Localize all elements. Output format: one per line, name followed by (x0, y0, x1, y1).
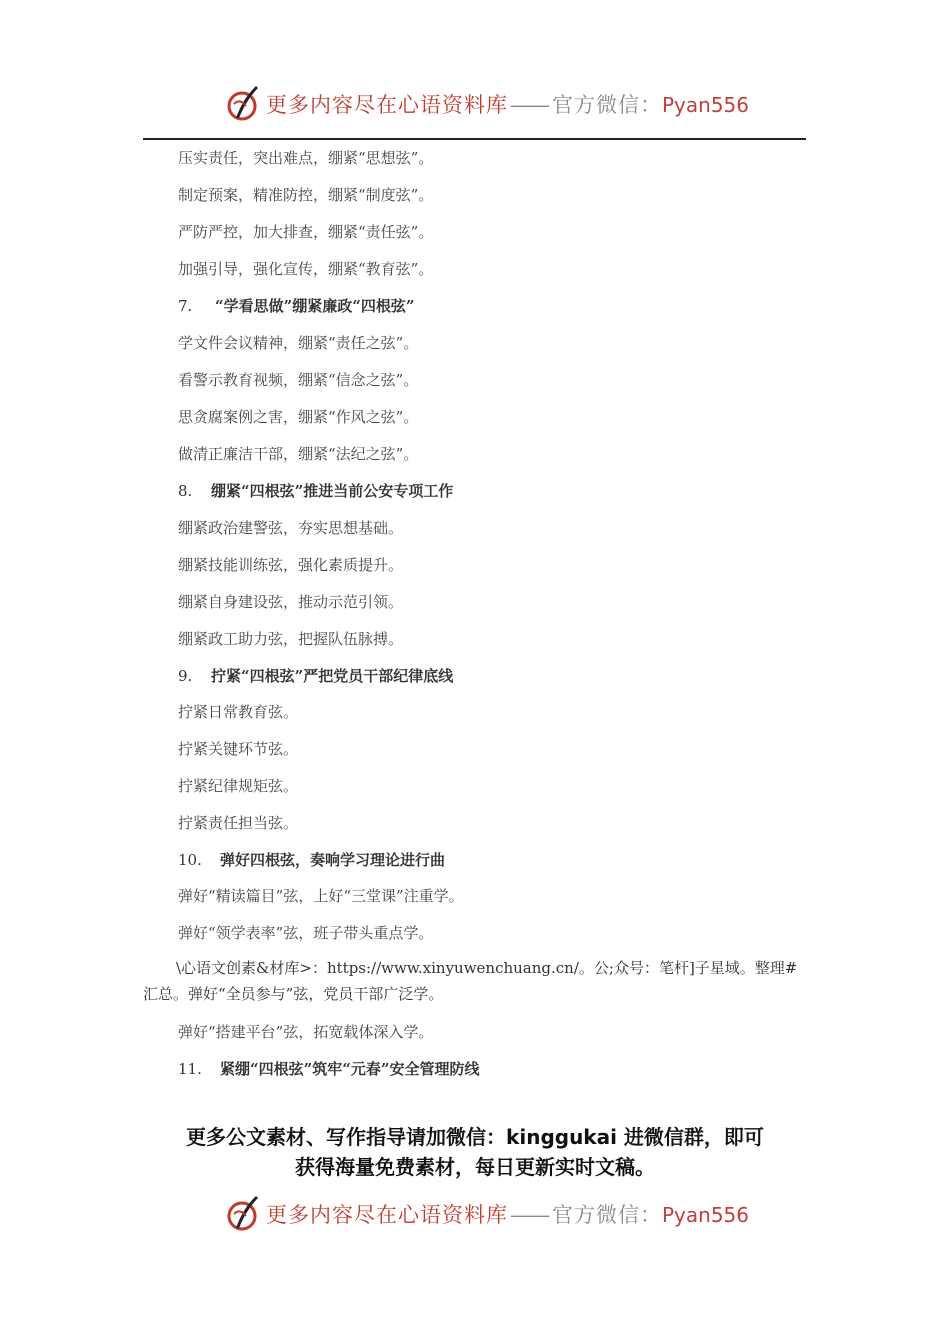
text-line: 压实责任，突出难点，绷紧“思想弦”。 (178, 149, 434, 167)
paragraph-line-1: \心语文创素&材库>：https://www.xinyuwenchuang.cn/。公;众号：笔杆]子星域。整理# (176, 959, 798, 977)
quill-logo-icon (226, 84, 262, 124)
text-line: 拧紧责任担当弦。 (178, 814, 299, 832)
paragraph-line-2: 汇总。弹好“全员参与”弦，党员干部广泛学。 (143, 985, 444, 1003)
heading-text: 拧紧“四根弦”严把党员干部纪律底线 (211, 667, 454, 685)
text-line: 绷紧自身建设弦，推动示范引领。 (178, 593, 404, 611)
banner-account: Pyan556 (662, 93, 750, 117)
text-line: 绷紧政工助力弦，把握队伍脉搏。 (178, 630, 404, 648)
banner-text (266, 89, 749, 119)
text-line: 拧紧日常教育弦。 (178, 703, 299, 721)
text-line: 严防严控，加大排查，绷紧“责任弦”。 (178, 223, 434, 241)
text-line: 学文件会议精神，绷紧“责任之弦”。 (178, 334, 419, 352)
banner-main: 更多内容尽在心语资料库 (266, 93, 508, 117)
quill-logo-icon (226, 1194, 262, 1234)
text-line: 看警示教育视频，绷紧“信念之弦”。 (178, 371, 419, 389)
heading-number: 10. (178, 851, 202, 869)
heading-number: 7. (178, 297, 193, 315)
heading-number: 9. (178, 667, 193, 685)
header-banner (0, 78, 950, 130)
text-line: 加强引导，强化宣传，绷紧“教育弦”。 (178, 260, 434, 278)
section-heading-8 (178, 481, 453, 501)
text-line: 做清正廉洁干部，绷紧“法纪之弦”。 (178, 445, 419, 463)
promo-line-2: 获得海量免费素材，每日更新实时文稿。 (295, 1155, 655, 1179)
heading-text: 紧绷“四根弦”筑牢“元春”安全管理防线 (220, 1060, 480, 1078)
heading-text: 弹好四根弦，奏响学习理论进行曲 (220, 851, 446, 869)
promo-line-1: 更多公文素材、写作指导请加微信：kinggukai 进微信群，即可 (186, 1125, 764, 1149)
text-line: 绷紧政治建警弦，夯实思想基础。 (178, 519, 404, 537)
promo-block (140, 1122, 810, 1182)
section-heading-9 (178, 666, 453, 686)
text-line: 弹好“领学表率”弦，班子带头重点学。 (178, 924, 434, 942)
section-heading-11 (178, 1059, 480, 1079)
heading-text: “学看思做”绷紧廉政“四根弦” (215, 297, 415, 315)
banner-dash: —— (510, 1203, 548, 1227)
header-rule (143, 138, 806, 140)
text-line: 思贪腐案例之害，绷紧“作风之弦”。 (178, 408, 419, 426)
heading-number: 11. (178, 1060, 202, 1078)
text-line: 拧紧关键环节弦。 (178, 740, 299, 758)
text-line: 绷紧技能训练弦，强化素质提升。 (178, 556, 404, 574)
banner-wx-label: 官方微信： (552, 93, 662, 117)
text-line: 弹好“搭建平台”弦，拓宽载体深入学。 (178, 1023, 434, 1041)
heading-number: 8. (178, 482, 193, 500)
text-line: 制定预案，精准防控，绷紧“制度弦”。 (178, 186, 434, 204)
banner-wx-label: 官方微信： (552, 1203, 662, 1227)
banner-main: 更多内容尽在心语资料库 (266, 1203, 508, 1227)
section-heading-7 (178, 296, 415, 316)
wrapped-paragraph (143, 955, 806, 1007)
banner-dash: —— (510, 93, 548, 117)
section-heading-10 (178, 850, 445, 870)
footer-banner (0, 1188, 950, 1240)
text-line: 拧紧纪律规矩弦。 (178, 777, 299, 795)
text-line: 弹好“精读篇目”弦，上好“三堂课”注重学。 (178, 887, 464, 905)
heading-text: 绷紧“四根弦”推进当前公安专项工作 (211, 482, 454, 500)
banner-text (266, 1199, 749, 1229)
banner-account: Pyan556 (662, 1203, 750, 1227)
